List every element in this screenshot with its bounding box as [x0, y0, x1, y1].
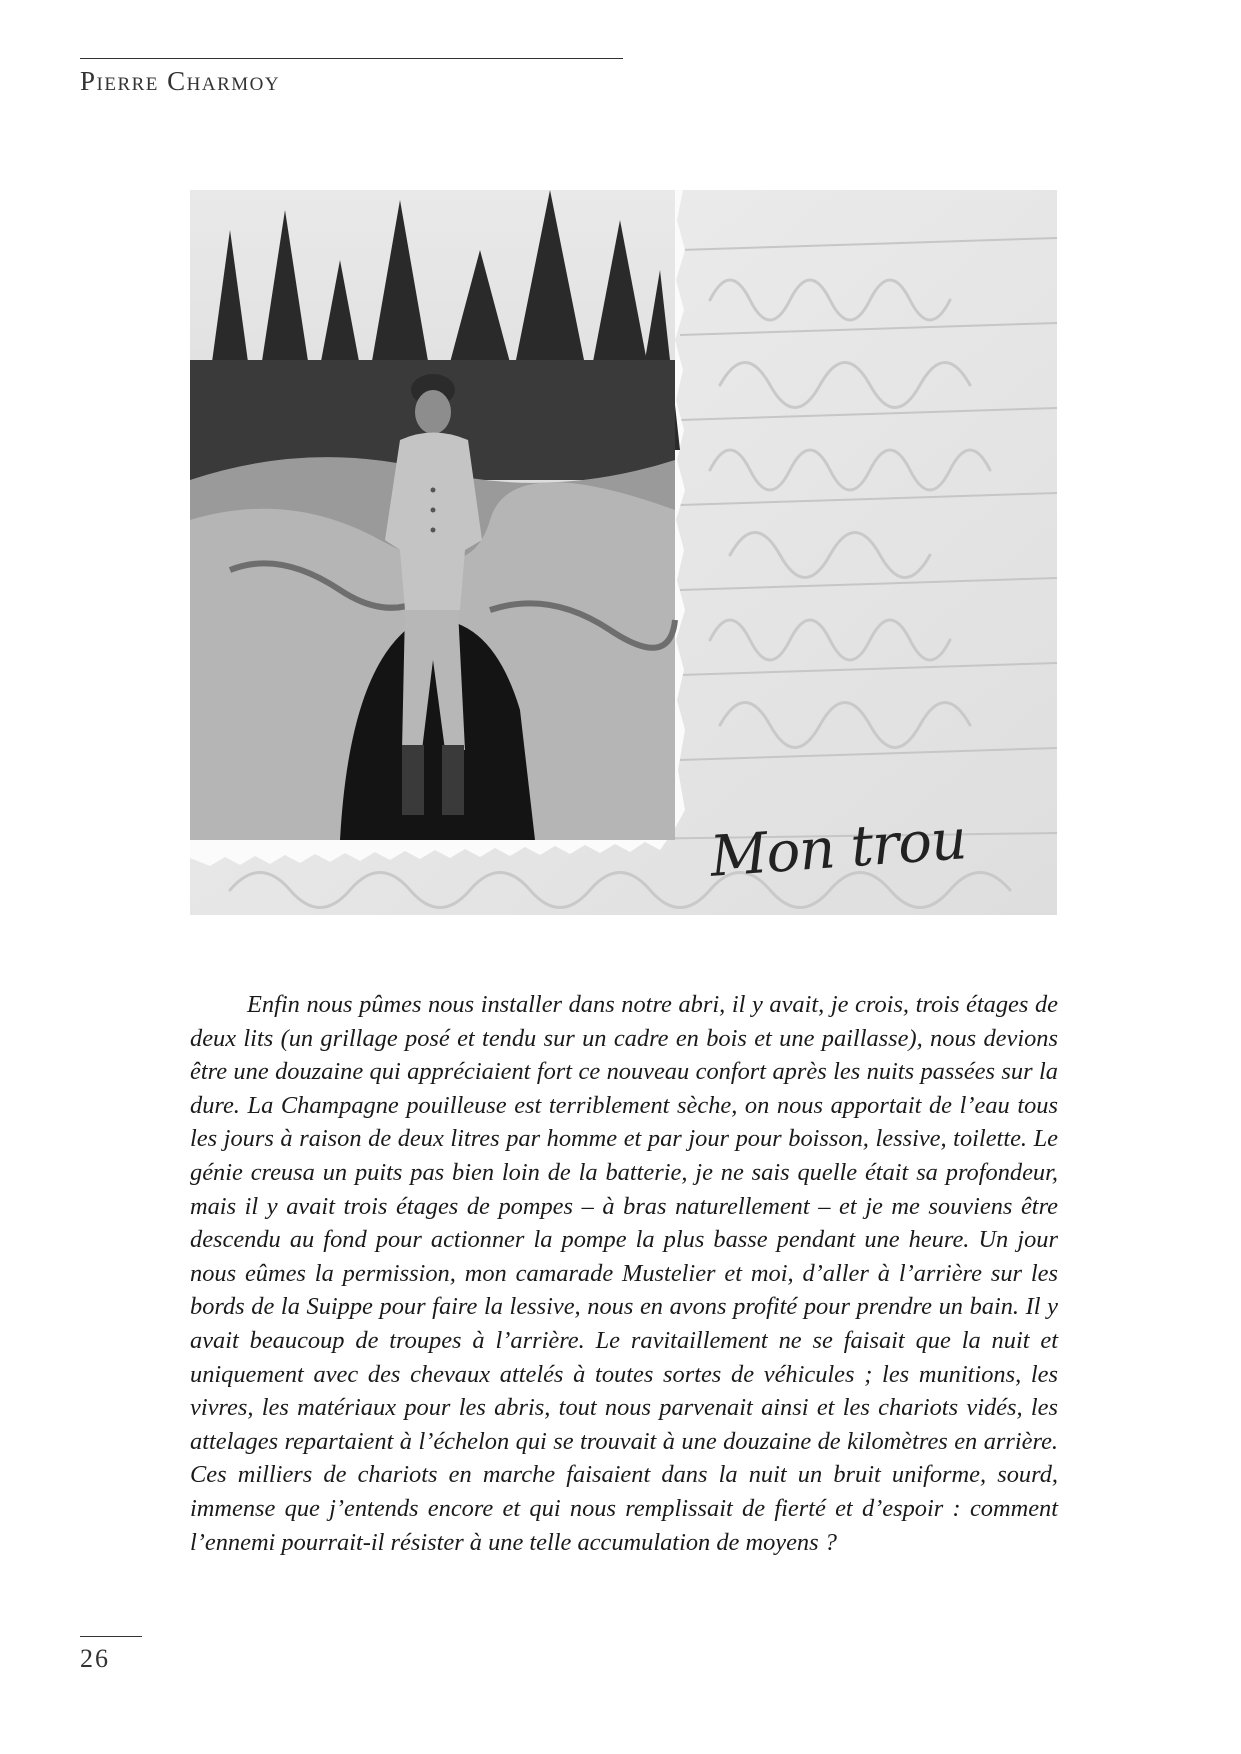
running-head: Pierre Charmoy: [80, 66, 281, 96]
body-paragraph: Enfin nous pûmes nous installer dans notre abri, il y avait, je crois, trois étages de deux lits (un grillage posé et tendu sur un cadre en bois et une paillasse), nous devions être une douzaine qui appréciaient fort ce nouveau confort après les nuits passées sur la dure. La Champagne pouilleuse est terriblement sèche, on nous apportait de l’eau tous les jours à raison de deux litres par homme et par jour pour boisson, lessive, toilette. Le génie creusa un puits pas bien loin de la batterie, je ne sais quelle était sa profondeur, mais il y avait trois étages de pompes – à bras naturellement – et je me souviens être descendu au fond pour actionner la pompe la plus basse pendant une heure. Un jour nous eûmes la permission, mon camarade Mustelier et moi, d’aller à l’arrière sur les bords de la Suippe pour faire la lessive, nous en avons profité pour prendre un bain. Il y avait beaucoup de troupes à l’arrière. Le ravitaillement ne se faisait que la nuit et uniquement avec des chevaux attelés à toutes sortes de véhicules ; les munitions, les vivres, les matériaux pour les abris, tout nous parvenait ainsi et les chariots vidés, les attelages repartaient à l’échelon qui se trouvait à une douzaine de kilomètres en arrière. Ces milliers de chariots en marche faisaient dans la nuit un bruit uniforme, sourd, immense que j’entends encore et qui nous remplissait de fierté et d’espoir : comment l’ennemi pourrait-il résister à une telle accumulation de moyens ?: [190, 991, 1058, 1556]
footer-rule: [80, 1636, 142, 1637]
header-rule: [80, 58, 623, 59]
handwritten-caption: Mon trou: [708, 807, 968, 890]
photograph: [190, 190, 685, 866]
figure-photo-collage: [190, 190, 1057, 915]
page-number: 26: [80, 1644, 110, 1673]
photo-illustration: [190, 190, 1057, 915]
